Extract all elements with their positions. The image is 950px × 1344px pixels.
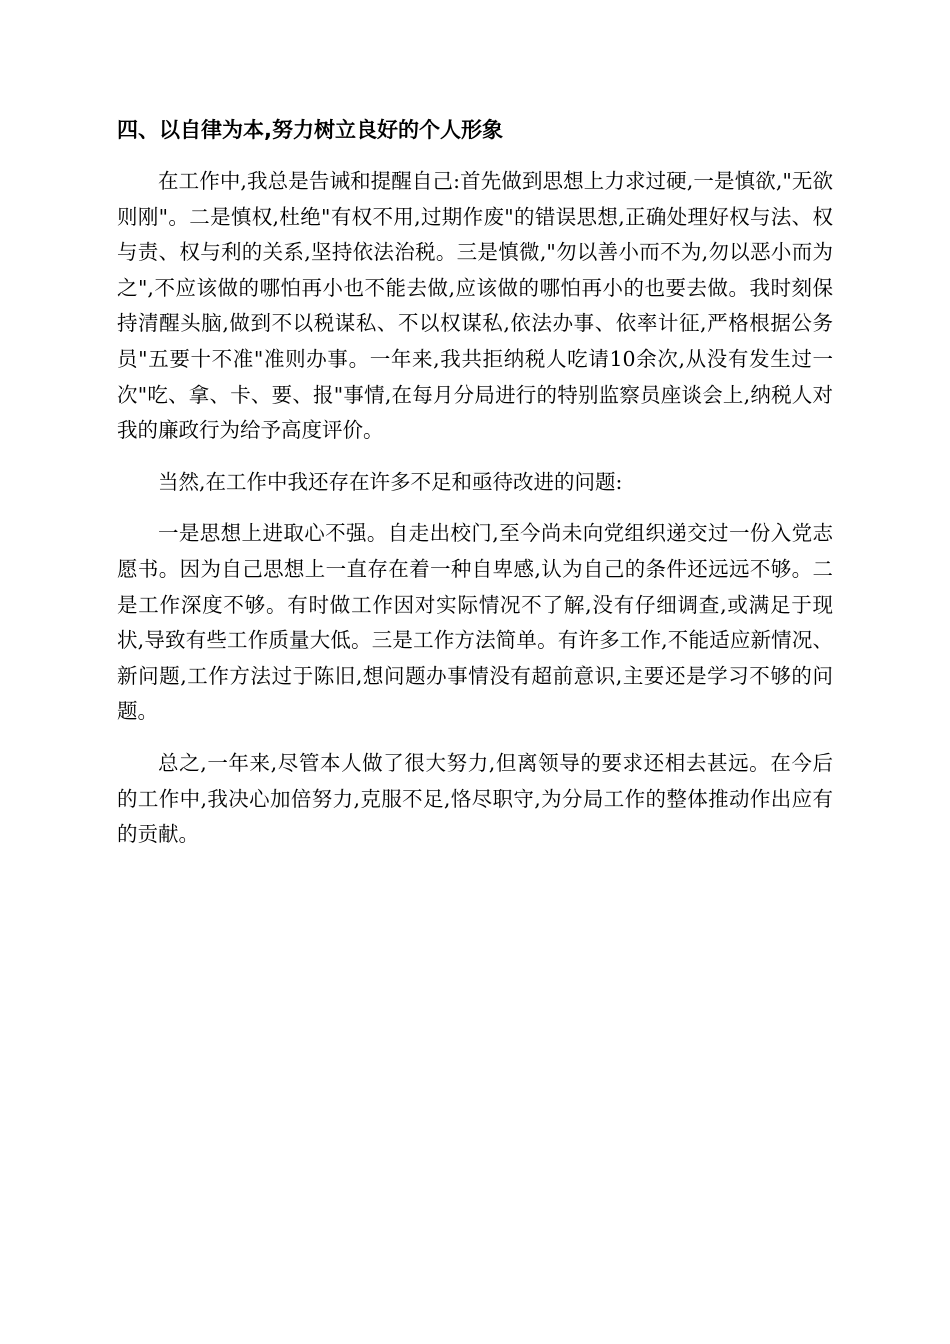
document-body (117, 112, 833, 869)
paragraph-shortcomings-intro: 当然,在工作中我还存在许多不足和亟待改进的问题: (158, 469, 623, 494)
section-heading: 四、以自律为本,努力树立良好的个人形象 (117, 118, 503, 142)
paragraph-conclusion: 总之,一年来,尽管本人做了很大努力,但离领导的要求还相去甚远。在今后的工作中,我决心加倍努力,克服不足,恪尽职守,为分局工作的整体推动作出应有的贡献。 (117, 750, 833, 847)
paragraph-shortcomings-list: 一是思想上进取心不强。自走出校门,至今尚未向党组织递交过一份入党志愿书。因为自己思想上一直存在着一种自卑感,认为自己的条件还远远不够。二是工作深度不够。有时做工作因对实际情况不了解,没有仔细调查,或满足于现状,导致有些工作质量大低。三是工作方法简单。有许多工作,不能适应新情况、新问题,工作方法过于陈旧,想问题办事情没有超前意识,主要还是学习不够的问题。 (117, 521, 833, 724)
paragraph-self-discipline: 在工作中,我总是告诫和提醒自己:首先做到思想上力求过硬,一是慎欲,"无欲则刚"。二是慎权,杜绝"有权不用,过期作废"的错误思想,正确处理好权与法、权与责、权与利的关系,坚持依法治税。三是慎微,"勿以善小而不为,勿以恶小而为之",不应该做的哪怕再小也不能去做,应该做的哪怕再小的也要去做。我时刻保持清醒头脑,做到不以税谋私、不以权谋私,依法办事、依率计征,严格根据公务员"五要十不准"准则办事。一年来,我共拒纳税人吃请10余次,从没有发生过一次"吃、拿、卡、要、报"事情,在每月分局进行的特别监察员座谈会上,纳税人对我的廉政行为给予高度评价。 (117, 169, 833, 443)
